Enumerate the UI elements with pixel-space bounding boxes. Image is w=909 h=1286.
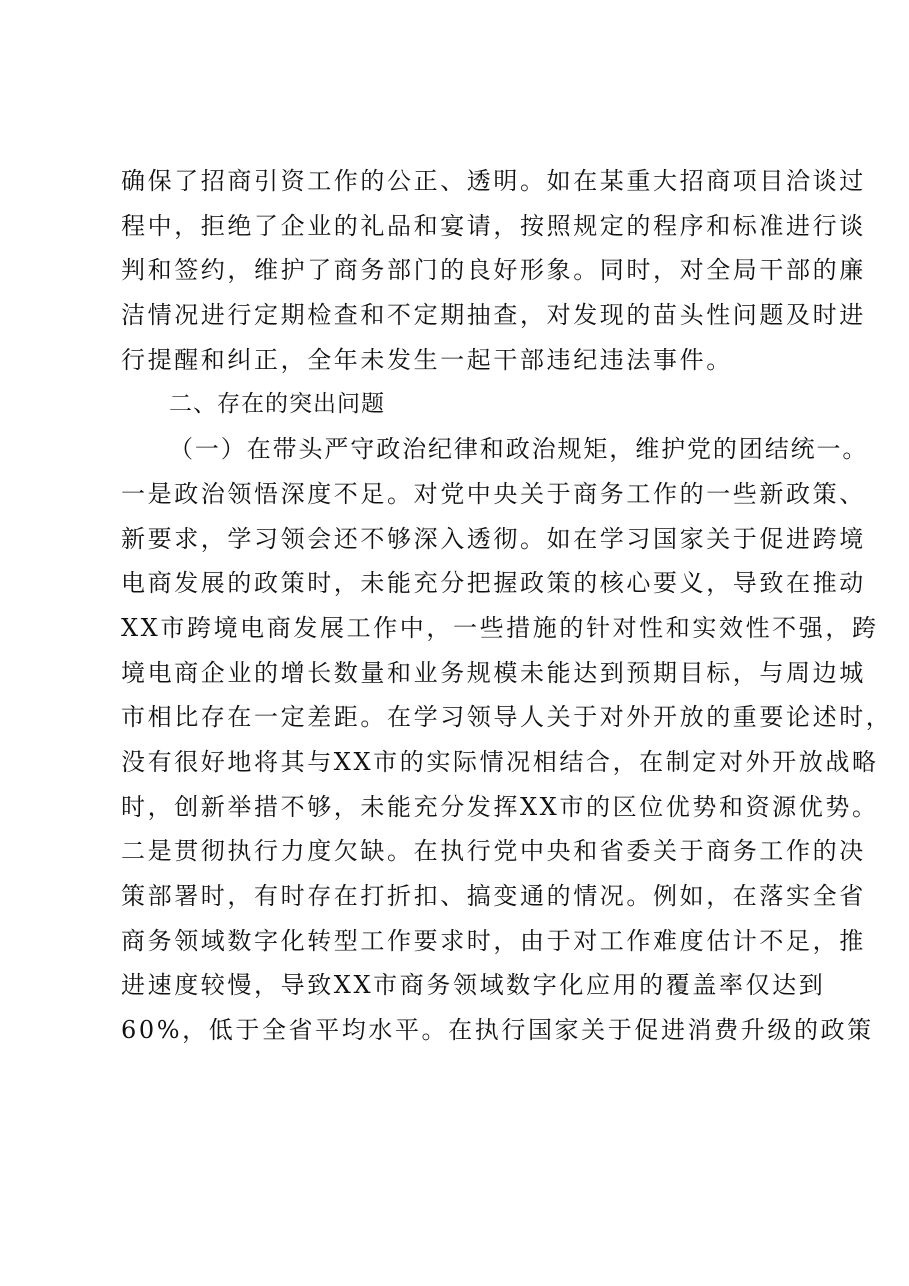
- subsection-heading: （一）在带头严守政治纪律和政治规矩，维护党的团结统一。: [169, 435, 869, 464]
- paragraph-line: 程中，拒绝了企业的礼品和宴请，按照规定的程序和标准进行谈: [121, 211, 866, 240]
- paragraph-line: 商务领域数字化转型工作要求时，由于对工作难度估计不足，推: [121, 926, 866, 955]
- paragraph-line: 新要求，学习领会还不够深入透彻。如在学习国家关于促进跨境: [121, 524, 866, 553]
- paragraph-line: 判和签约，维护了商务部门的良好形象。同时，对全局干部的廉: [121, 256, 866, 285]
- paragraph-line: 时，创新举措不够，未能充分发挥XX市的区位优势和资源优势。: [121, 792, 879, 821]
- paragraph-line: 没有很好地将其与XX市的实际情况相结合，在制定对外开放战略: [121, 747, 879, 776]
- paragraph-line: 境电商企业的增长数量和业务规模未能达到预期目标，与周边城: [121, 658, 866, 687]
- paragraph-line: 市相比存在一定差距。在学习领导人关于对外开放的重要论述时，: [121, 703, 893, 732]
- paragraph-line: 策部署时，有时存在打折扣、搞变通的情况。例如，在落实全省: [121, 882, 866, 910]
- paragraph-line: 进速度较慢，导致XX市商务领域数字化应用的覆盖率仅达到: [121, 971, 826, 1000]
- paragraph-line: XX市跨境电商发展工作中，一些措施的针对性和实效性不强，跨: [121, 613, 879, 642]
- paragraph-line: 电商发展的政策时，未能充分把握政策的核心要义，导致在推动: [121, 569, 866, 598]
- section-heading: 二、存在的突出问题: [169, 391, 385, 418]
- paragraph-line: 一是政治领悟深度不足。对党中央关于商务工作的一些新政策、: [121, 479, 866, 508]
- paragraph-line: 60%，低于全省平均水平。在执行国家关于促进消费升级的政策: [121, 1016, 874, 1045]
- paragraph-line: 洁情况进行定期检查和不定期抽查，对发现的苗头性问题及时进: [121, 301, 866, 330]
- paragraph-line: 二是贯彻执行力度欠缺。在执行党中央和省委关于商务工作的决: [121, 837, 866, 866]
- paragraph-line: 确保了招商引资工作的公正、透明。如在某重大招商项目洽谈过: [121, 167, 866, 195]
- paragraph-line: 行提醒和纠正，全年未发生一起干部违纪违法事件。: [121, 345, 733, 374]
- body-text: [121, 159, 893, 1053]
